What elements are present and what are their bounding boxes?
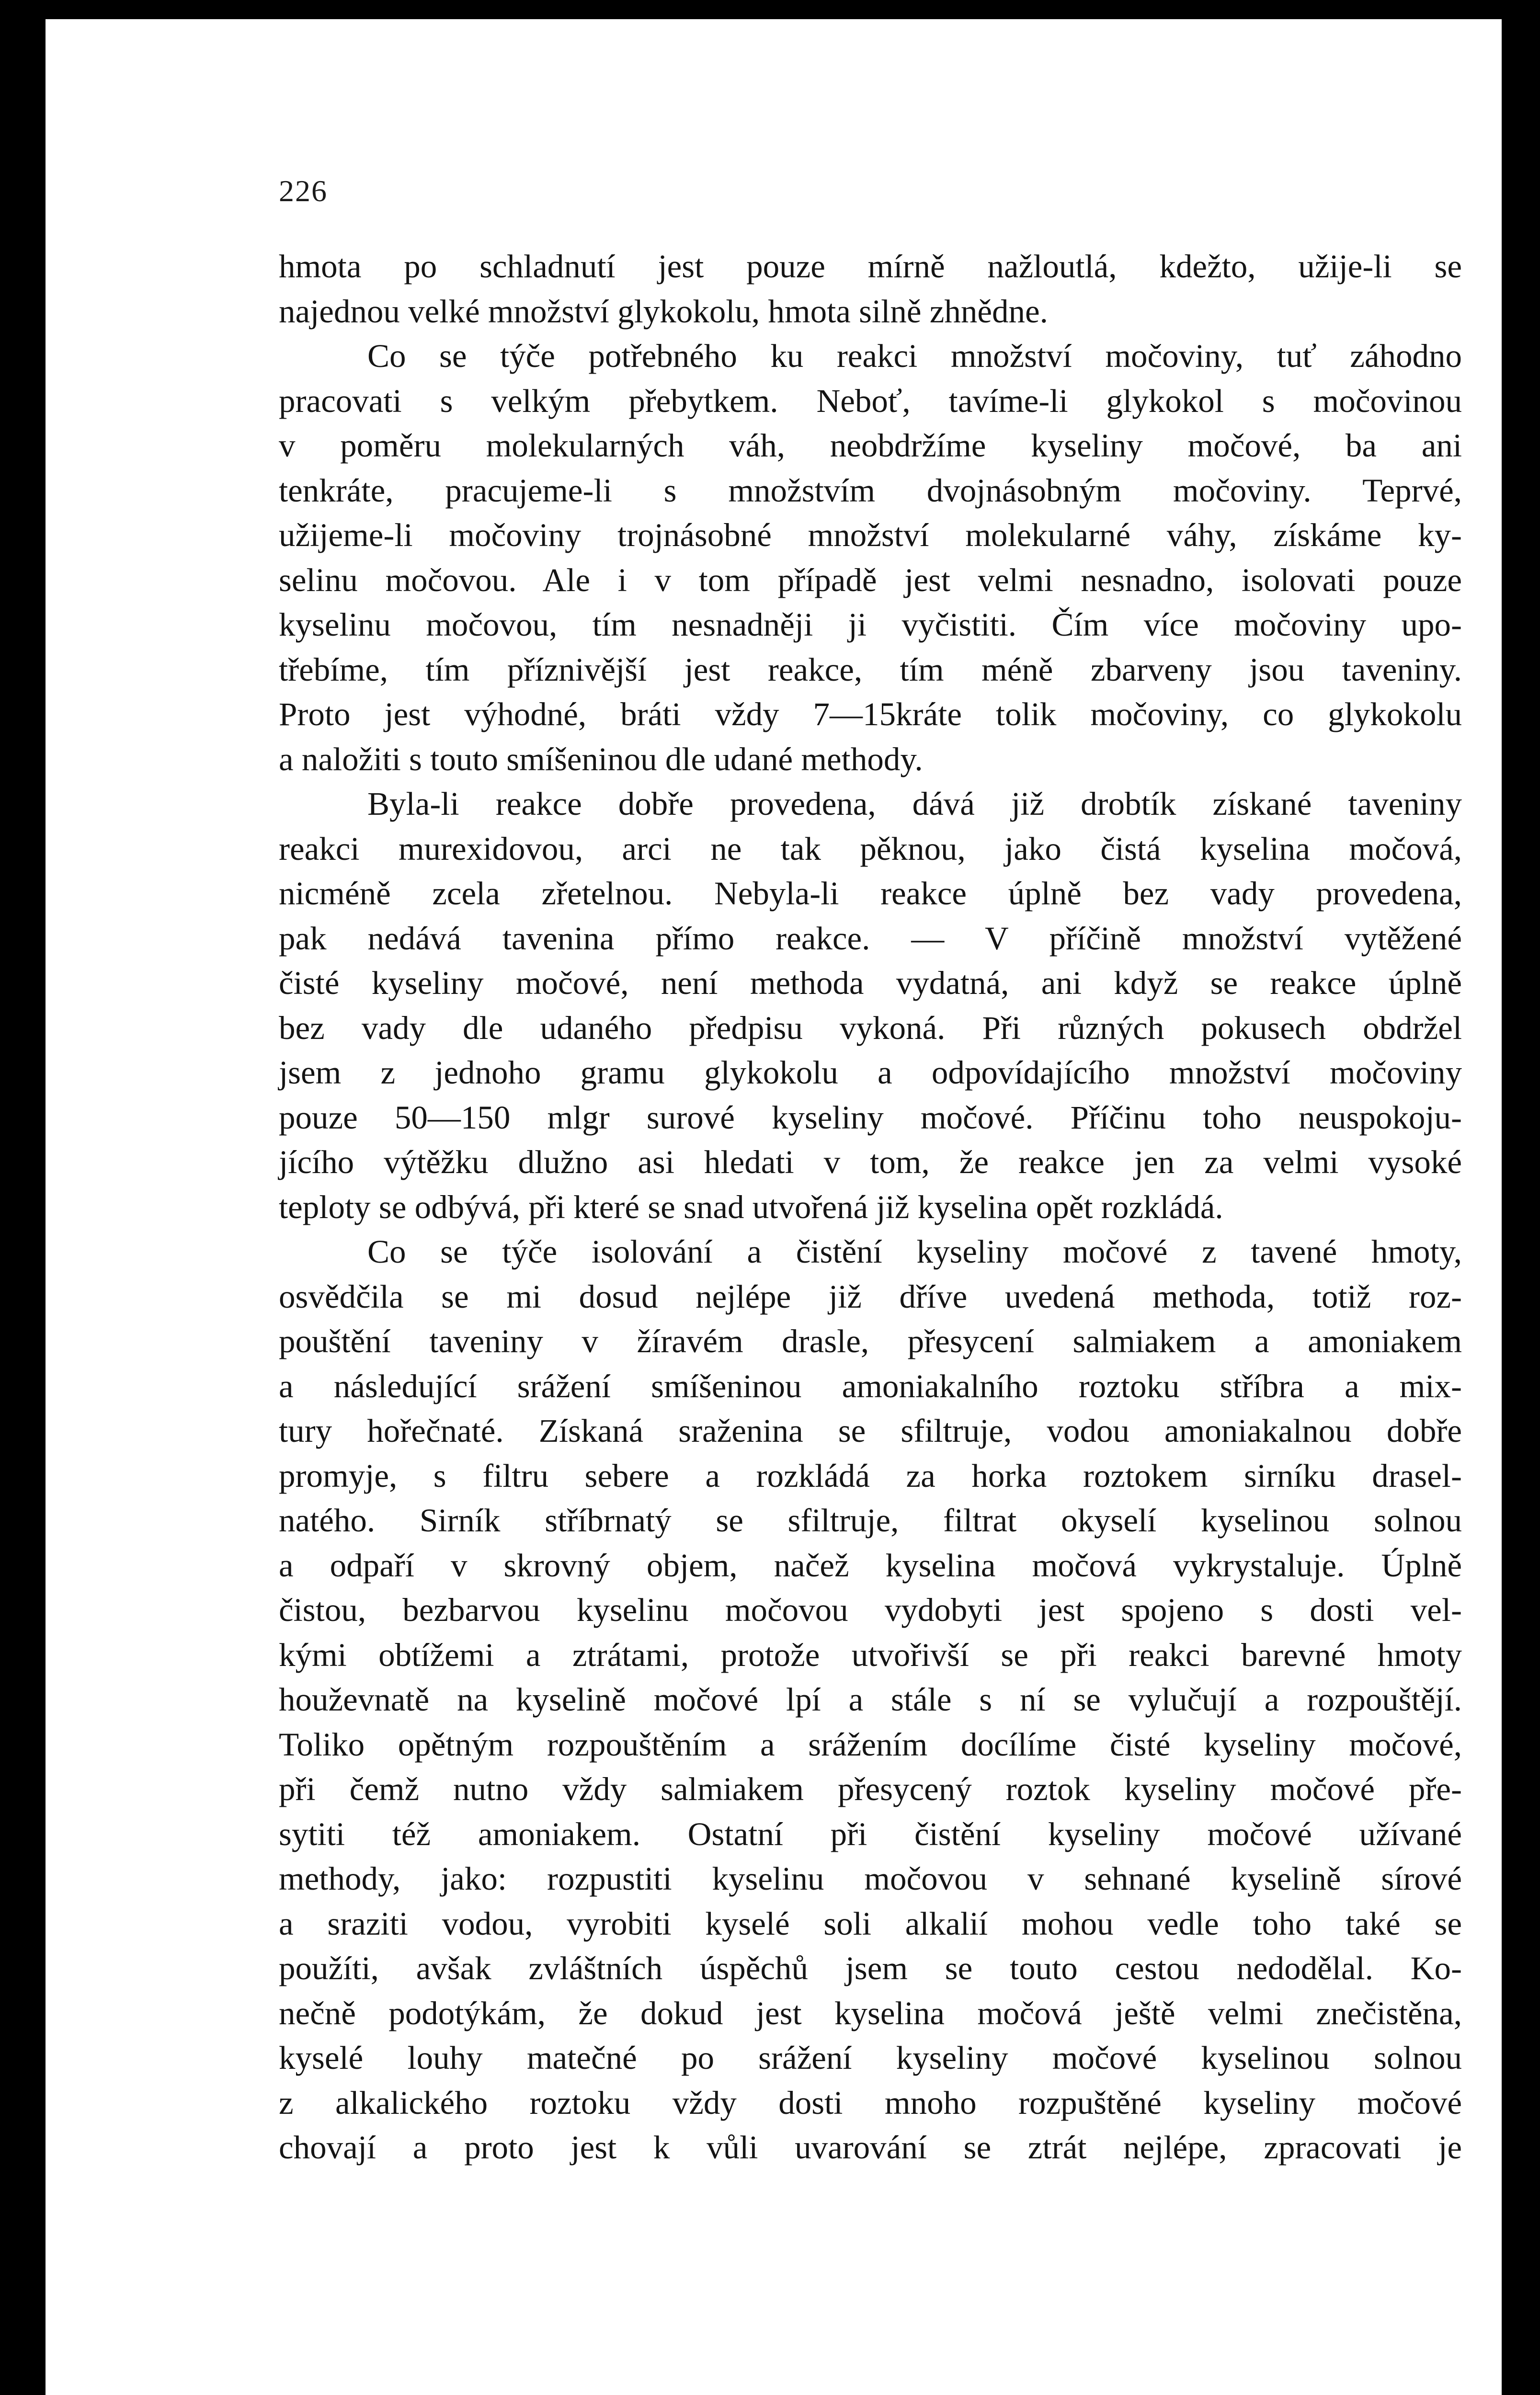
text-line: najednou velké množství glykokolu, hmota silně zhnědne. (279, 293, 1048, 330)
text-line: třebíme, tím příznivější jest reakce, tím méně zbarveny jsou taveniny. (279, 651, 1462, 688)
text-line: Co se týče isolování a čistění kyseliny močové z tavené hmoty, (367, 1233, 1462, 1270)
text-line: pouze 50—150 mlgr surové kyseliny močové. Příčinu toho neuspokoju- (279, 1099, 1462, 1136)
text-line: užijeme-li močoviny trojnásobné množství molekularné váhy, získáme ky- (279, 517, 1462, 553)
text-line: čisté kyseliny močové, není methoda vydatná, ani když se reakce úplně (279, 965, 1462, 1001)
text-line: nicméně zcela zřetelnou. Nebyla-li reakce úplně bez vady provedena, (279, 875, 1462, 912)
text-line: kými obtížemi a ztrátami, protože utvořivší se při reakci barevné hmoty (279, 1636, 1462, 1673)
text-line: chovají a proto jest k vůli uvarování se ztrát nejlépe, zpracovati je (279, 2129, 1462, 2166)
page-number: 226 (279, 174, 328, 208)
text-line: jsem z jednoho gramu glykokolu a odpovídajícího množství močoviny (279, 1054, 1462, 1091)
text-line: hmota po schladnutí jest pouze mírně nažloutlá, kdežto, užije-li se (279, 248, 1462, 285)
text-line: z alkalického roztoku vždy dosti mnoho rozpuštěné kyseliny močové (279, 2084, 1462, 2121)
text-line: reakci murexidovou, arci ne tak pěknou, jako čistá kyselina močová, (279, 830, 1462, 867)
text-line: a sraziti vodou, vyrobiti kyselé soli alkalií mohou vedle toho také se (279, 1905, 1462, 1942)
text-line: při čemž nutno vždy salmiakem přesycený roztok kyseliny močové pře- (279, 1771, 1462, 1807)
text-line: Co se týče potřebného ku reakci množství močoviny, tuť záhodno (367, 338, 1462, 374)
text-line: Toliko opětným rozpouštěním a srážením docílíme čisté kyseliny močové, (279, 1726, 1462, 1763)
text-line: teploty se odbývá, při které se snad utvořená již kyselina opět rozkládá. (279, 1188, 1223, 1225)
text-line: jícího výtěžku dlužno asi hledati v tom, že reakce jen za velmi vysoké (279, 1144, 1462, 1180)
text-line: Proto jest výhodné, bráti vždy 7—15kráte tolik močoviny, co glykokolu (279, 696, 1462, 732)
text-line: Byla-li reakce dobře provedena, dává již drobtík získané taveniny (367, 786, 1462, 822)
text-line: a naložiti s touto smíšeninou dle udané methody. (279, 741, 923, 777)
text-line: houževnatě na kyselině močové lpí a stále s ní se vylučují a rozpouštějí. (279, 1681, 1462, 1718)
book-page (46, 19, 1502, 2395)
text-line: kyselé louhy matečné po srážení kyseliny močové kyselinou solnou (279, 2040, 1462, 2076)
text-line: selinu močovou. Ale i v tom případě jest velmi nesnadno, isolovati pouze (279, 561, 1462, 598)
body-text (279, 244, 1462, 2170)
text-line: kyselinu močovou, tím nesnadněji ji vyčistiti. Čím více močoviny upo- (279, 606, 1462, 643)
text-line: použíti, avšak zvláštních úspěchů jsem se touto cestou nedodělal. Ko- (279, 1950, 1462, 1986)
text-line: a následující srážení smíšeninou amoniakalního roztoku stříbra a mix- (279, 1368, 1462, 1404)
text-line: tury hořečnaté. Získaná sraženina se sfiltruje, vodou amoniakalnou dobře (279, 1413, 1462, 1449)
text-line: bez vady dle udaného předpisu vykoná. Při různých pokusech obdržel (279, 1009, 1462, 1046)
text-line: osvědčila se mi dosud nejlépe již dříve uvedená methoda, totiž roz- (279, 1278, 1462, 1315)
text-line: promyje, s filtru sebere a rozkládá za horka roztokem sirníku drasel- (279, 1457, 1462, 1494)
text-line: pouštění taveniny v žíravém drasle, přesycení salmiakem a amoniakem (279, 1323, 1462, 1359)
text-line: natého. Sirník stříbrnatý se sfiltruje, filtrat okyselí kyselinou solnou (279, 1502, 1462, 1539)
text-line: tenkráte, pracujeme-li s množstvím dvojnásobným močoviny. Teprvé, (279, 472, 1462, 509)
text-line: a odpaří v skrovný objem, načež kyselina močová vykrystaluje. Úplně (279, 1547, 1462, 1584)
text-line: v poměru molekularných váh, neobdržíme kyseliny močové, ba ani (279, 427, 1462, 464)
text-line: sytiti též amoniakem. Ostatní při čistění kyseliny močové užívané (279, 1815, 1462, 1852)
text-line: čistou, bezbarvou kyselinu močovou vydobyti jest spojeno s dosti vel- (279, 1592, 1462, 1628)
text-line: methody, jako: rozpustiti kyselinu močovou v sehnané kyselině sírové (279, 1860, 1462, 1897)
text-line: pak nedává tavenina přímo reakce. — V příčině množství vytěžené (279, 920, 1462, 957)
text-line: nečně podotýkám, že dokud jest kyselina močová ještě velmi znečistěna, (279, 1995, 1462, 2031)
text-line: pracovati s velkým přebytkem. Neboť, tavíme-li glykokol s močovinou (279, 382, 1462, 419)
